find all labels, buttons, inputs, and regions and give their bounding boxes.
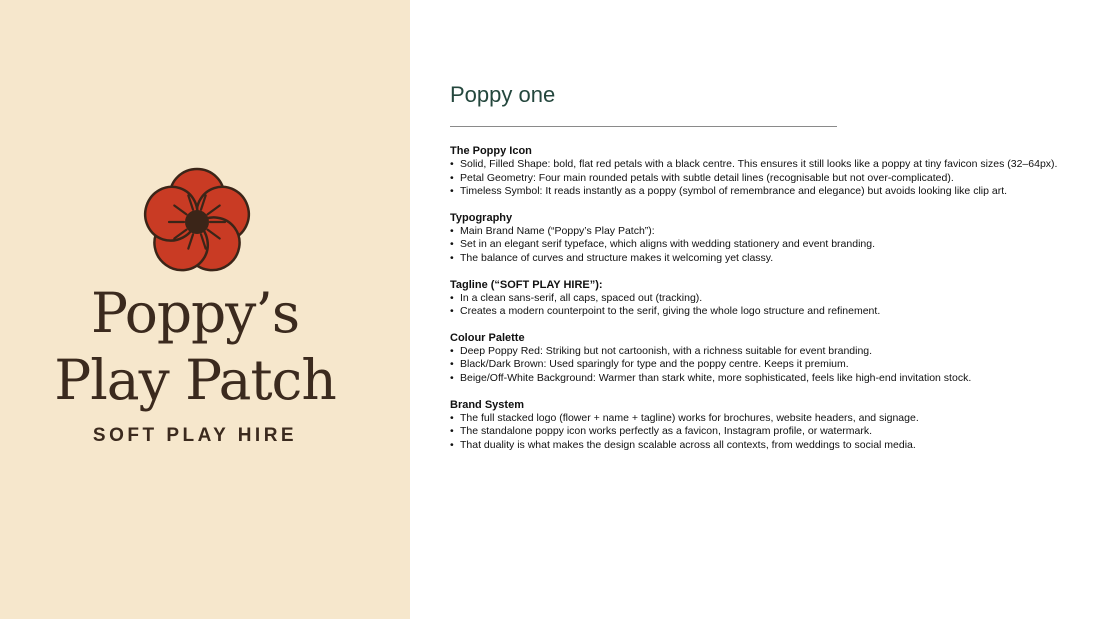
bullet-item: • Main Brand Name (“Poppy’s Play Patch”): bbox=[450, 225, 1080, 239]
content bbox=[450, 144, 1080, 464]
bullet-item: • Black/Dark Brown: Used sparingly for type and the poppy centre. Keeps it premium. bbox=[450, 358, 1080, 372]
bullet-item: • Set in an elegant serif typeface, which aligns with wedding stationery and event branding. bbox=[450, 238, 1080, 252]
bullet-item: • That duality is what makes the design scalable across all contexts, from weddings to social media. bbox=[450, 439, 1080, 453]
section-typography bbox=[450, 211, 1080, 266]
bullet-item: • The standalone poppy icon works perfectly as a favicon, Instagram profile, or watermark. bbox=[450, 425, 1080, 439]
section-heading: Tagline (“SOFT PLAY HIRE”): bbox=[450, 278, 603, 291]
bullet-item: • The full stacked logo (flower + name + tagline) works for brochures, website headers, and signage. bbox=[450, 412, 1080, 426]
bullet-item: • In a clean sans-serif, all caps, spaced out (tracking). bbox=[450, 292, 1080, 306]
bullet-list bbox=[450, 158, 1080, 199]
section-heading: Brand System bbox=[450, 398, 524, 411]
poppy-icon bbox=[136, 162, 258, 276]
brand-name-line2: Play Patch bbox=[54, 348, 336, 412]
bullet-item: • Creates a modern counterpoint to the serif, giving the whole logo structure and refinement. bbox=[450, 305, 1080, 319]
poppy-centre bbox=[185, 210, 209, 234]
bullet-item: • Solid, Filled Shape: bold, flat red petals with a black centre. This ensures it still looks like a poppy at tiny favicon sizes (32–64px). bbox=[450, 158, 1080, 172]
title-divider bbox=[450, 126, 837, 127]
bullet-list bbox=[450, 225, 1080, 266]
section-colour-palette bbox=[450, 331, 1080, 386]
bullet-item: • Petal Geometry: Four main rounded petals with subtle detail lines (recognisable but not over-complicated). bbox=[450, 172, 1080, 186]
section-poppy-icon bbox=[450, 144, 1080, 199]
bullet-list bbox=[450, 345, 1080, 386]
bullet-item: • The balance of curves and structure makes it welcoming yet classy. bbox=[450, 252, 1080, 266]
section-brand-system bbox=[450, 398, 1080, 453]
section-tagline bbox=[450, 278, 1080, 319]
bullet-item: • Deep Poppy Red: Striking but not cartoonish, with a richness suitable for event branding. bbox=[450, 345, 1080, 359]
page-title: Poppy one bbox=[450, 82, 556, 107]
section-heading: The Poppy Icon bbox=[450, 145, 532, 157]
section-heading: Typography bbox=[450, 211, 513, 224]
section-heading: Colour Palette bbox=[450, 331, 525, 344]
logo-panel bbox=[0, 0, 410, 619]
bullet-list bbox=[450, 412, 1080, 453]
bullet-list bbox=[450, 292, 1080, 319]
bullet-item: • Timeless Symbol: It reads instantly as a poppy (symbol of remembrance and elegance) but avoids looking like clip art. bbox=[450, 185, 1080, 199]
brand-name-line1: Poppy’s bbox=[90, 281, 300, 345]
bullet-item: • Beige/Off-White Background: Warmer than stark white, more sophisticated, feels like high-end invitation stock. bbox=[450, 372, 1080, 386]
brand-tagline: SOFT PLAY HIRE bbox=[92, 425, 298, 446]
